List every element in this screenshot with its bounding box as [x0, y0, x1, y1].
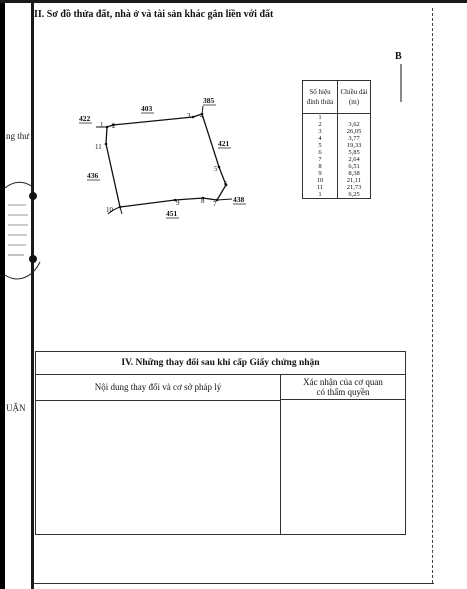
vertex-cell: 2: [303, 121, 338, 128]
binding-hole-top: [29, 192, 37, 200]
vertex-marker-1: [106, 126, 109, 129]
binding-hole-bottom: [29, 255, 37, 263]
length-cell: 6,25: [338, 191, 371, 199]
vertex-cell: 3: [303, 128, 338, 135]
vertex-marker-10: [119, 206, 122, 209]
vertex-label-11: 11: [95, 143, 102, 151]
length-cell: 3,62: [338, 121, 371, 128]
vertex-marker-5: [218, 166, 221, 169]
vertex-marker-3: [192, 116, 195, 119]
dimension-table: [302, 80, 371, 199]
bottom-rule: [34, 583, 434, 584]
changes-table: [35, 351, 406, 535]
vertex-label-7: 7: [213, 200, 217, 208]
parcel-number-438: 438: [233, 195, 245, 204]
vertex-label-2: 2: [112, 122, 116, 130]
table-row: [303, 114, 371, 122]
vertex-cell: 6: [303, 149, 338, 156]
vertex-label-10: 10: [106, 206, 113, 214]
vertex-cell: 8: [303, 163, 338, 170]
table-row: [303, 170, 371, 177]
changes-column-content: Nội dung thay đổi và cơ sở pháp lý: [36, 374, 281, 401]
length-cell: [338, 114, 371, 122]
vertex-cell: 1: [303, 114, 338, 122]
length-cell: 2,64: [338, 156, 371, 163]
confirmation-line-2: có thẩm quyền: [316, 387, 370, 397]
changes-content-area: [36, 401, 281, 534]
parcel-number-422: 422: [79, 114, 91, 123]
vertex-label-5: 5: [214, 165, 218, 173]
vertex-cell: 7: [303, 156, 338, 163]
parcel-number-403: 403: [141, 104, 153, 113]
vertex-cell: 5: [303, 142, 338, 149]
table-row: [303, 121, 371, 128]
neighbour-line-438: [217, 199, 232, 200]
table-row: [303, 163, 371, 170]
vertex-marker-11: [105, 143, 108, 146]
table-row: [303, 177, 371, 184]
table-row: [303, 149, 371, 156]
section-title: II. Sơ đồ thửa đất, nhà ở và tài sản khác gắn liền với đất: [34, 9, 274, 20]
parcel-number-436: 436: [87, 171, 99, 180]
vertex-cell: 1: [303, 191, 338, 199]
table-row: [303, 184, 371, 191]
parcel-number-421: 421: [218, 139, 230, 148]
margin-text-left-top: ng thư: [6, 131, 30, 141]
vertex-label-1: 1: [100, 121, 104, 129]
dimension-table-header-vertex: Số hiệu đỉnh thửa: [303, 81, 338, 114]
length-cell: 3,77: [338, 135, 371, 142]
table-row: [303, 128, 371, 135]
vertex-cell: 10: [303, 177, 338, 184]
length-cell: 5,85: [338, 149, 371, 156]
parcel-number-451: 451: [166, 209, 178, 218]
dimension-table-header-length: Chiều dài (m): [338, 81, 371, 114]
confirmation-line-1: Xác nhận của cơ quan: [303, 377, 383, 387]
margin-text-left-bottom: UẬN: [6, 403, 26, 413]
table-row: [303, 191, 371, 199]
vertex-label-6: 6: [224, 180, 228, 188]
changes-table-title: IV. Những thay đổi sau khi cấp Giấy chứng nhận: [36, 352, 405, 375]
vertex-cell: 11: [303, 184, 338, 191]
length-cell: 21,73: [338, 184, 371, 191]
length-cell: 8,38: [338, 170, 371, 177]
table-row: [303, 142, 371, 149]
vertex-label-4: 4: [200, 112, 204, 120]
parcel-boundary: [106, 114, 226, 207]
changes-confirmation-area: [281, 401, 405, 534]
north-label: B: [395, 51, 402, 62]
length-cell: 19,33: [338, 142, 371, 149]
length-cell: 21,11: [338, 177, 371, 184]
changes-column-confirmation: [281, 374, 405, 400]
vertex-label-8: 8: [201, 197, 205, 205]
table-row: [303, 156, 371, 163]
table-row: [303, 135, 371, 142]
vertex-label-9: 9: [176, 199, 180, 207]
vertex-cell: 9: [303, 170, 338, 177]
length-cell: 6,51: [338, 163, 371, 170]
parcel-number-385: 385: [203, 96, 215, 105]
vertex-label-3: 3: [187, 112, 191, 120]
length-cell: 26,05: [338, 128, 371, 135]
vertex-cell: 4: [303, 135, 338, 142]
